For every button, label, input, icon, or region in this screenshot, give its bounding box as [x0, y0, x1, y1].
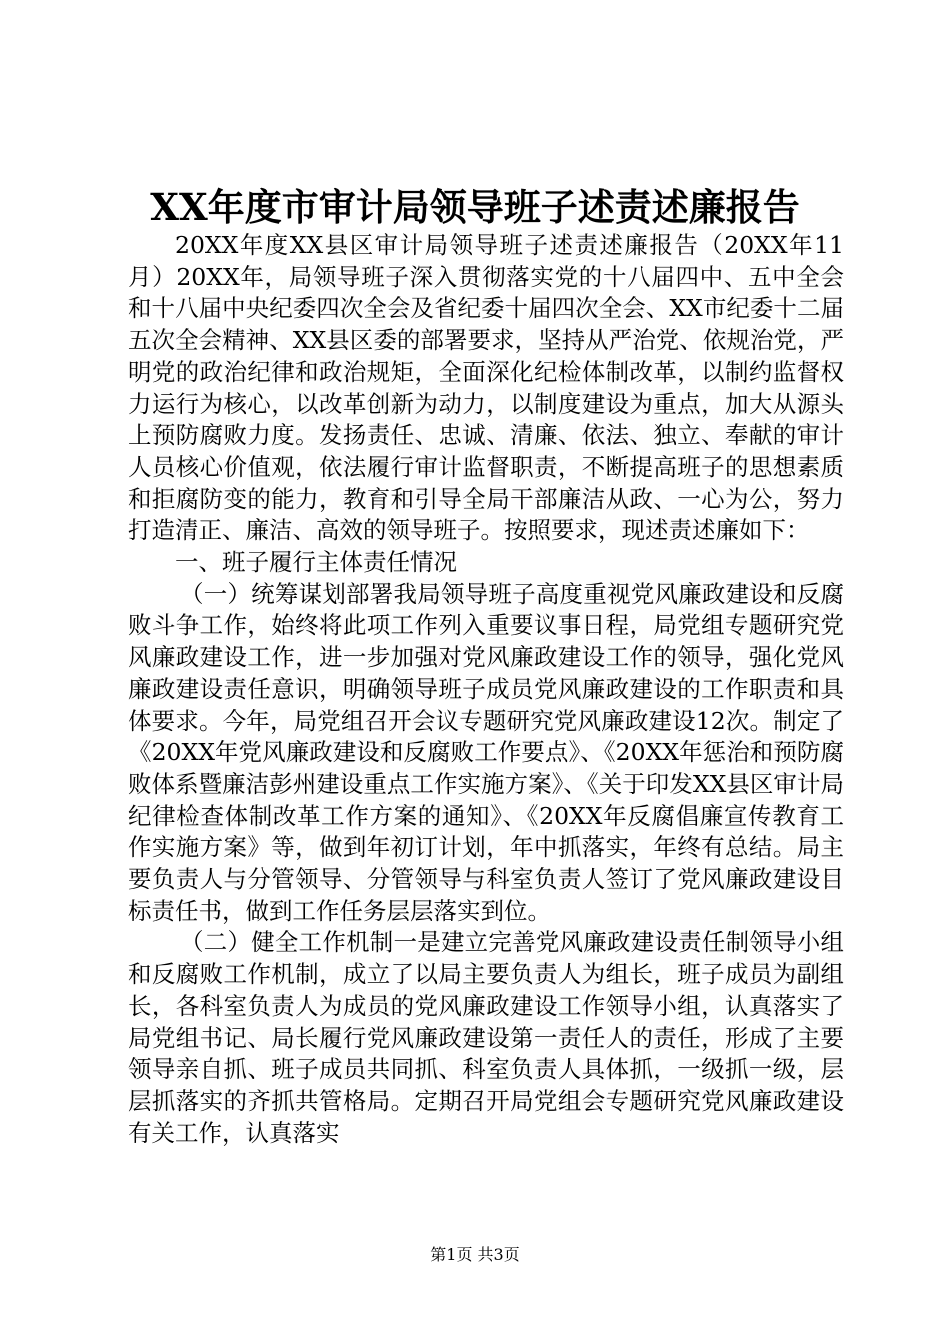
document-title: XX年度市审计局领导班子述责述廉报告 [150, 185, 800, 229]
document-body [128, 230, 844, 1149]
section-paragraph-2: （二）健全工作机制一是建立完善党风廉政建设责任制领导小组和反腐败工作机制，成立了以局主要负责人为组长，班子成员为副组长，各科室负责人为成员的党风廉政建设工作领导小组，认真落实了局党组书记、局长履行党风廉政建设第一责任人的责任，形成了主要领导亲自抓、班子成员共同抓、科室负责人具体抓，一级抓一级，层层抓落实的齐抓共管格局。定期召开局党组会专题研究党风廉政建设有关工作，认真落实 [128, 928, 844, 1147]
section-heading: 一、班子履行主体责任情况 [175, 548, 457, 577]
page-footer: 第1页 共3页 [430, 1245, 520, 1264]
section-paragraph-1: （一）统筹谋划部署我局领导班子高度重视党风廉政建设和反腐败斗争工作，始终将此项工作列入重要议事日程，局党组专题研究党风廉政建设工作，进一步加强对党风廉政建设工作的领导，强化党风廉政建设责任意识，明确领导班子成员党风廉政建设的工作职责和具体要求。今年，局党组召开会议专题研究党风廉政建设12次。制定了《20XX年党风廉政建设和反腐败工作要点》、《20XX年惩治和预防腐败体系暨廉洁彭州建设重点工作实施方案》、《关于印发XX县区审计局纪律检查体制改革工作方案的通知》、《20XX年反腐倡廉宣传教育工作实施方案》等，做到年初订计划，年中抓落实，年终有总结。局主要负责人与分管领导、分管领导与科室负责人签订了党风廉政建设目标责任书，做到工作任务层层落实到位。 [128, 579, 844, 925]
intro-paragraph: 20XX年度XX县区审计局领导班子述责述廉报告（20XX年11月）20XX年，局领导班子深入贯彻落实党的十八届四中、五中全会和十八届中央纪委四次全会及省纪委十届四次全会、XX市纪委十二届五次全会精神、XX县区委的部署要求，坚持从严治党、依规治党，严明党的政治纪律和政治规矩，全面深化纪检体制改革，以制约监督权力运行为核心，以改革创新为动力，以制度建设为重点，加大从源头上预防腐败力度。发扬责任、忠诚、清廉、依法、独立、奉献的审计人员核心价值观，依法履行审计监督职责，不断提高班子的思想素质和拒腐防变的能力，教育和引导全局干部廉洁从政、一心为公，努力打造清正、廉洁、高效的领导班子。按照要求，现述责述廉如下： [128, 231, 844, 545]
